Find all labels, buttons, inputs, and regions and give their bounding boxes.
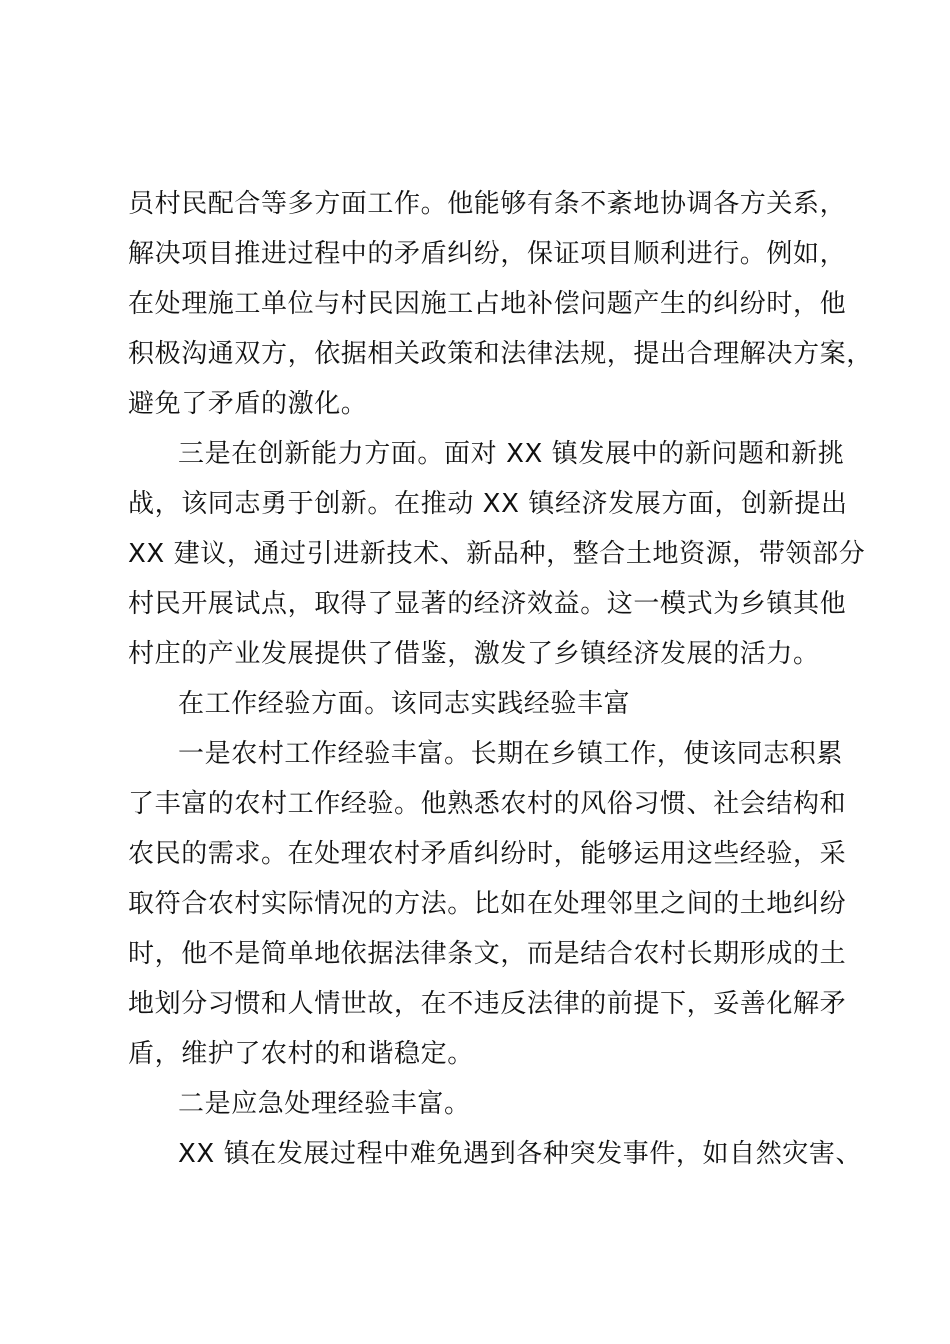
text-line: 战，该同志勇于创新。在推动 XX 镇经济发展方面，创新提出	[128, 489, 848, 519]
text-line: 村庄的产业发展提供了借鉴，激发了乡镇经济发展的活力。	[128, 639, 820, 669]
paragraph-heading: 三是在创新能力方面。面对 XX 镇发展中的新问题和新挑	[178, 439, 845, 469]
text-line: XX 建议，通过引进新技术、新品种，整合土地资源，带领部分	[128, 539, 866, 569]
text-line: 员村民配合等多方面工作。他能够有条不紊地协调各方关系，	[128, 189, 847, 219]
text-line: XX 镇在发展过程中难免遇到各种突发事件，如自然灾害、	[178, 1139, 863, 1169]
text-line: 时，他不是简单地依据法律条文，而是结合农村长期形成的土	[128, 939, 847, 969]
text-line: 解决项目推进过程中的矛盾纠纷，保证项目顺利进行。例如，	[128, 239, 847, 269]
paragraph-heading: 二是应急处理经验丰富。	[178, 1089, 471, 1119]
paragraph-heading: 一是农村工作经验丰富。长期在乡镇工作，使该同志积累	[178, 739, 844, 769]
text-line: 村民开展试点，取得了显著的经济效益。这一模式为乡镇其他	[128, 589, 847, 619]
section-heading: 在工作经验方面。该同志实践经验丰富	[178, 689, 631, 719]
text-line: 积极沟通双方，依据相关政策和法律法规，提出合理解决方案，	[128, 339, 873, 369]
text-line: 在处理施工单位与村民因施工占地补偿问题产生的纠纷时，他	[128, 289, 847, 319]
text-line: 农民的需求。在处理农村矛盾纠纷时，能够运用这些经验，采	[128, 839, 847, 869]
text-line: 避免了矛盾的激化。	[128, 389, 368, 419]
text-line: 地划分习惯和人情世故，在不违反法律的前提下，妥善化解矛	[128, 989, 847, 1019]
text-line: 盾，维护了农村的和谐稳定。	[128, 1039, 474, 1069]
text-line: 了丰富的农村工作经验。他熟悉农村的风俗习惯、社会结构和	[128, 789, 847, 819]
text-line: 取符合农村实际情况的方法。比如在处理邻里之间的土地纠纷	[128, 889, 847, 919]
